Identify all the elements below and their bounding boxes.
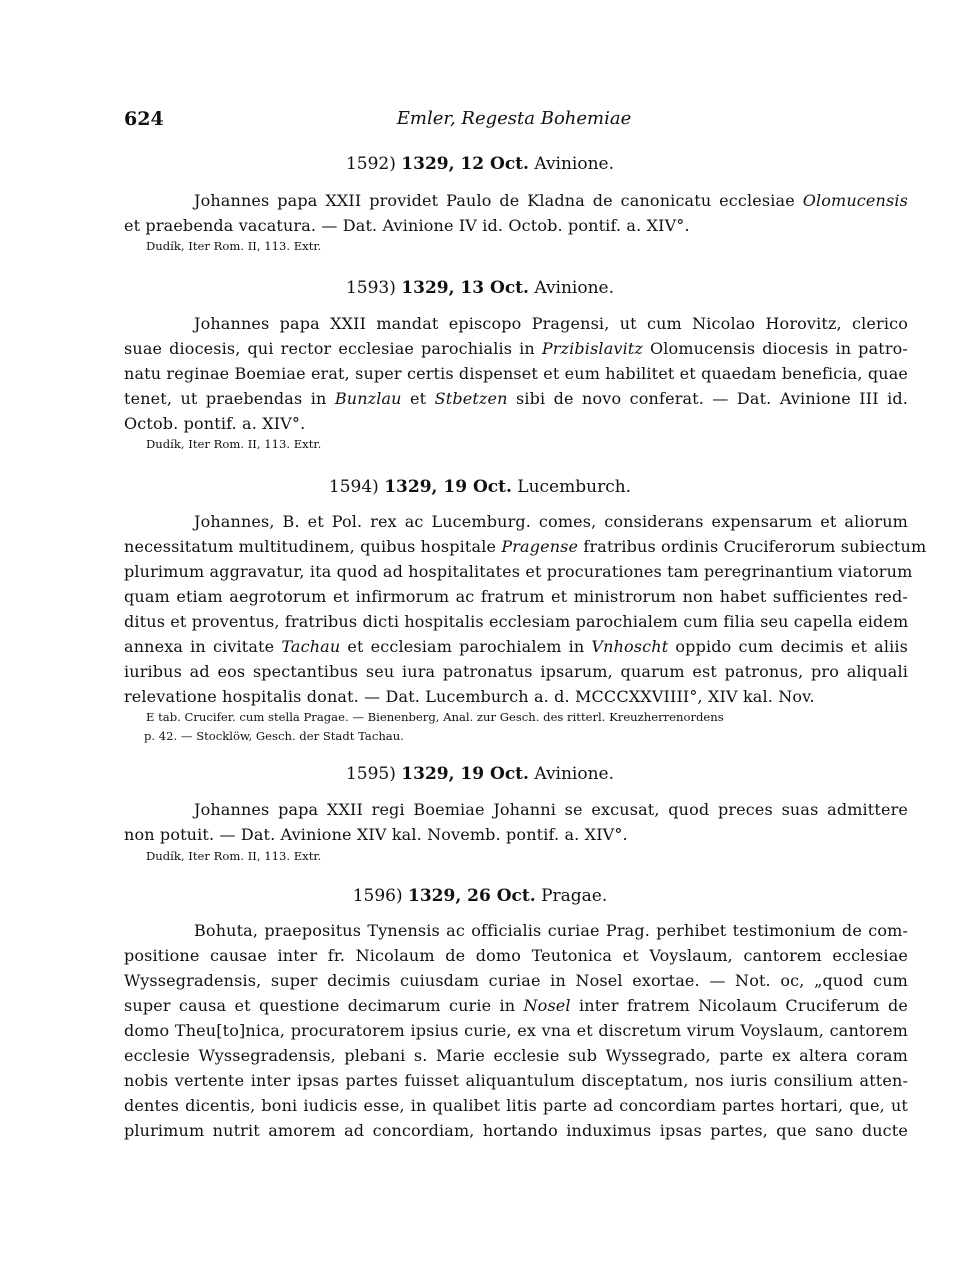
source-citation: E tab. Crucifer. cum stella Pragae. — Bienenberg, Anal. zur Gesch. des ritterl. Kreuzherrenordens p. 42. — Stocklöw, Gesch. der Stadt Tachau. (144, 710, 724, 743)
entry-place: Lucemburch. (517, 477, 632, 497)
text-line: ecclesie Wyssegradensis, plebani s. Marie ecclesie sub Wyssegrado, parte ex altera coram (124, 1046, 908, 1065)
page-header (124, 108, 904, 134)
text-line: plurimum nutrit amorem ad concordiam, hortando induximus ipsas partes, que sano ducte (124, 1121, 908, 1140)
running-title: Emler, Regesta Bohemiae (396, 108, 632, 129)
entry-place: Avinione. (534, 278, 615, 298)
page-number: 624 (124, 108, 164, 130)
source-citation: Dudík, Iter Rom. II, 113. Extr. (146, 849, 322, 863)
text-line: necessitatum multitudinem, quibus hospitale Pragense fratribus ordinis Cruciferorum subiectum (124, 537, 927, 556)
text-line: et praebenda vacatura. — Dat. Avinione IV id. Octob. pontif. a. XIV°. (124, 216, 690, 235)
entry-number: 1596) (352, 886, 403, 906)
entry-number: 1593) (345, 278, 396, 298)
text-line: Wyssegradensis, super decimis cuiusdam curiae in Nosel exortae. — Not. oc, „quod cum (124, 971, 908, 990)
text-line: dentes dicentis, boni iudicis esse, in qualibet litis parte ad concordiam partes hortari, que, ut (124, 1096, 908, 1115)
entry-date: 1329, 13 Oct. (401, 278, 529, 298)
source-citation: Dudík, Iter Rom. II, 113. Extr. (146, 437, 322, 451)
text-line: Johannes papa XXII mandat episcopo Pragensi, ut cum Nicolao Horovitz, clerico (194, 314, 908, 333)
entry-text (124, 188, 908, 238)
text-line: super causa et questione decimarum curie in Nosel inter fratrem Nicolaum Cruciferum de (124, 996, 908, 1015)
text-line: Johannes papa XXII regi Boemiae Johanni se excusat, quod preces suas admittere (194, 800, 908, 819)
text-line: ditus et proventus, fratribus dicti hospitalis ecclesiam parochialem cum filia seu capella eidem (124, 612, 909, 631)
entry-heading (0, 884, 960, 908)
entry-date: 1329, 26 Oct. (408, 886, 536, 906)
text-line: Bohuta, praepositus Tynensis ac officialis curiae Prag. perhibet testimonium de com- (194, 921, 908, 940)
entry-number: 1592) (345, 154, 396, 174)
entry-text (124, 797, 908, 847)
entry-place: Pragae. (541, 886, 608, 906)
text-line: Octob. pontif. a. XIV°. (124, 414, 306, 433)
text-line: tenet, ut praebendas in Bunzlau et Stbetzen sibi de novo conferat. — Dat. Avinione III id. (124, 389, 908, 408)
entry-date: 1329, 19 Oct. (401, 764, 529, 784)
text-line: Johannes, B. et Pol. rex ac Lucemburg. comes, considerans expensarum et aliorum (194, 512, 908, 531)
entry-text (124, 311, 908, 436)
text-line: domo Theu[to]nica, procuratorem ipsius curie, ex vna et discretum virum Voyslaum, cantorem (124, 1021, 908, 1040)
source-citation: Dudík, Iter Rom. II, 113. Extr. (146, 239, 322, 253)
entry-text (124, 509, 927, 709)
entry-place: Avinione. (534, 154, 615, 174)
entry-date: 1329, 12 Oct. (401, 154, 529, 174)
entry-number: 1595) (345, 764, 396, 784)
text-line: plurimum aggravatur, ita quod ad hospitalitates et procurationes tam peregrinantium viatorum (124, 562, 913, 581)
text-line: non potuit. — Dat. Avinione XIV kal. Novemb. pontif. a. XIV°. (124, 825, 628, 844)
entry-place: Avinione. (534, 764, 615, 784)
entry-number: 1594) (328, 477, 379, 497)
text-line: relevatione hospitalis donat. — Dat. Lucemburch a. d. MCCCXXVIIII°, XIV kal. Nov. (124, 687, 815, 706)
entry-heading (0, 475, 960, 499)
entry-date: 1329, 19 Oct. (384, 477, 512, 497)
text-line: suae diocesis, qui rector ecclesiae parochialis in Przibislavitz Olomucensis diocesis in patro- (124, 339, 908, 358)
text-line: positione causae inter fr. Nicolaum de domo Teutonica et Voyslaum, cantorem ecclesiae (124, 946, 908, 965)
text-line: annexa in civitate Tachau et ecclesiam parochialem in Vnhoscht oppido cum decimis et aliis (124, 637, 908, 656)
entry-heading (0, 152, 960, 176)
text-line: iuribus ad eos spectantibus seu iura patronatus ipsarum, quarum est patronus, pro aliquali (124, 662, 908, 681)
entry-heading (0, 762, 960, 786)
entry-text (124, 918, 908, 1143)
text-line: nobis vertente inter ipsas partes fuisset aliquantulum disceptatum, nos iuris consilium atten- (124, 1071, 908, 1090)
text-line: Johannes papa XXII providet Paulo de Kladna de canonicatu ecclesiae Olomucensis (194, 191, 908, 210)
entry-heading (0, 276, 960, 300)
text-line: natu reginae Boemiae erat, super certis dispenset et eum habilitet et quaedam beneficia, quae (124, 364, 908, 383)
text-line: quam etiam aegrotorum et infirmorum ac fratrum et ministrorum non habet sufficientes red- (124, 587, 908, 606)
